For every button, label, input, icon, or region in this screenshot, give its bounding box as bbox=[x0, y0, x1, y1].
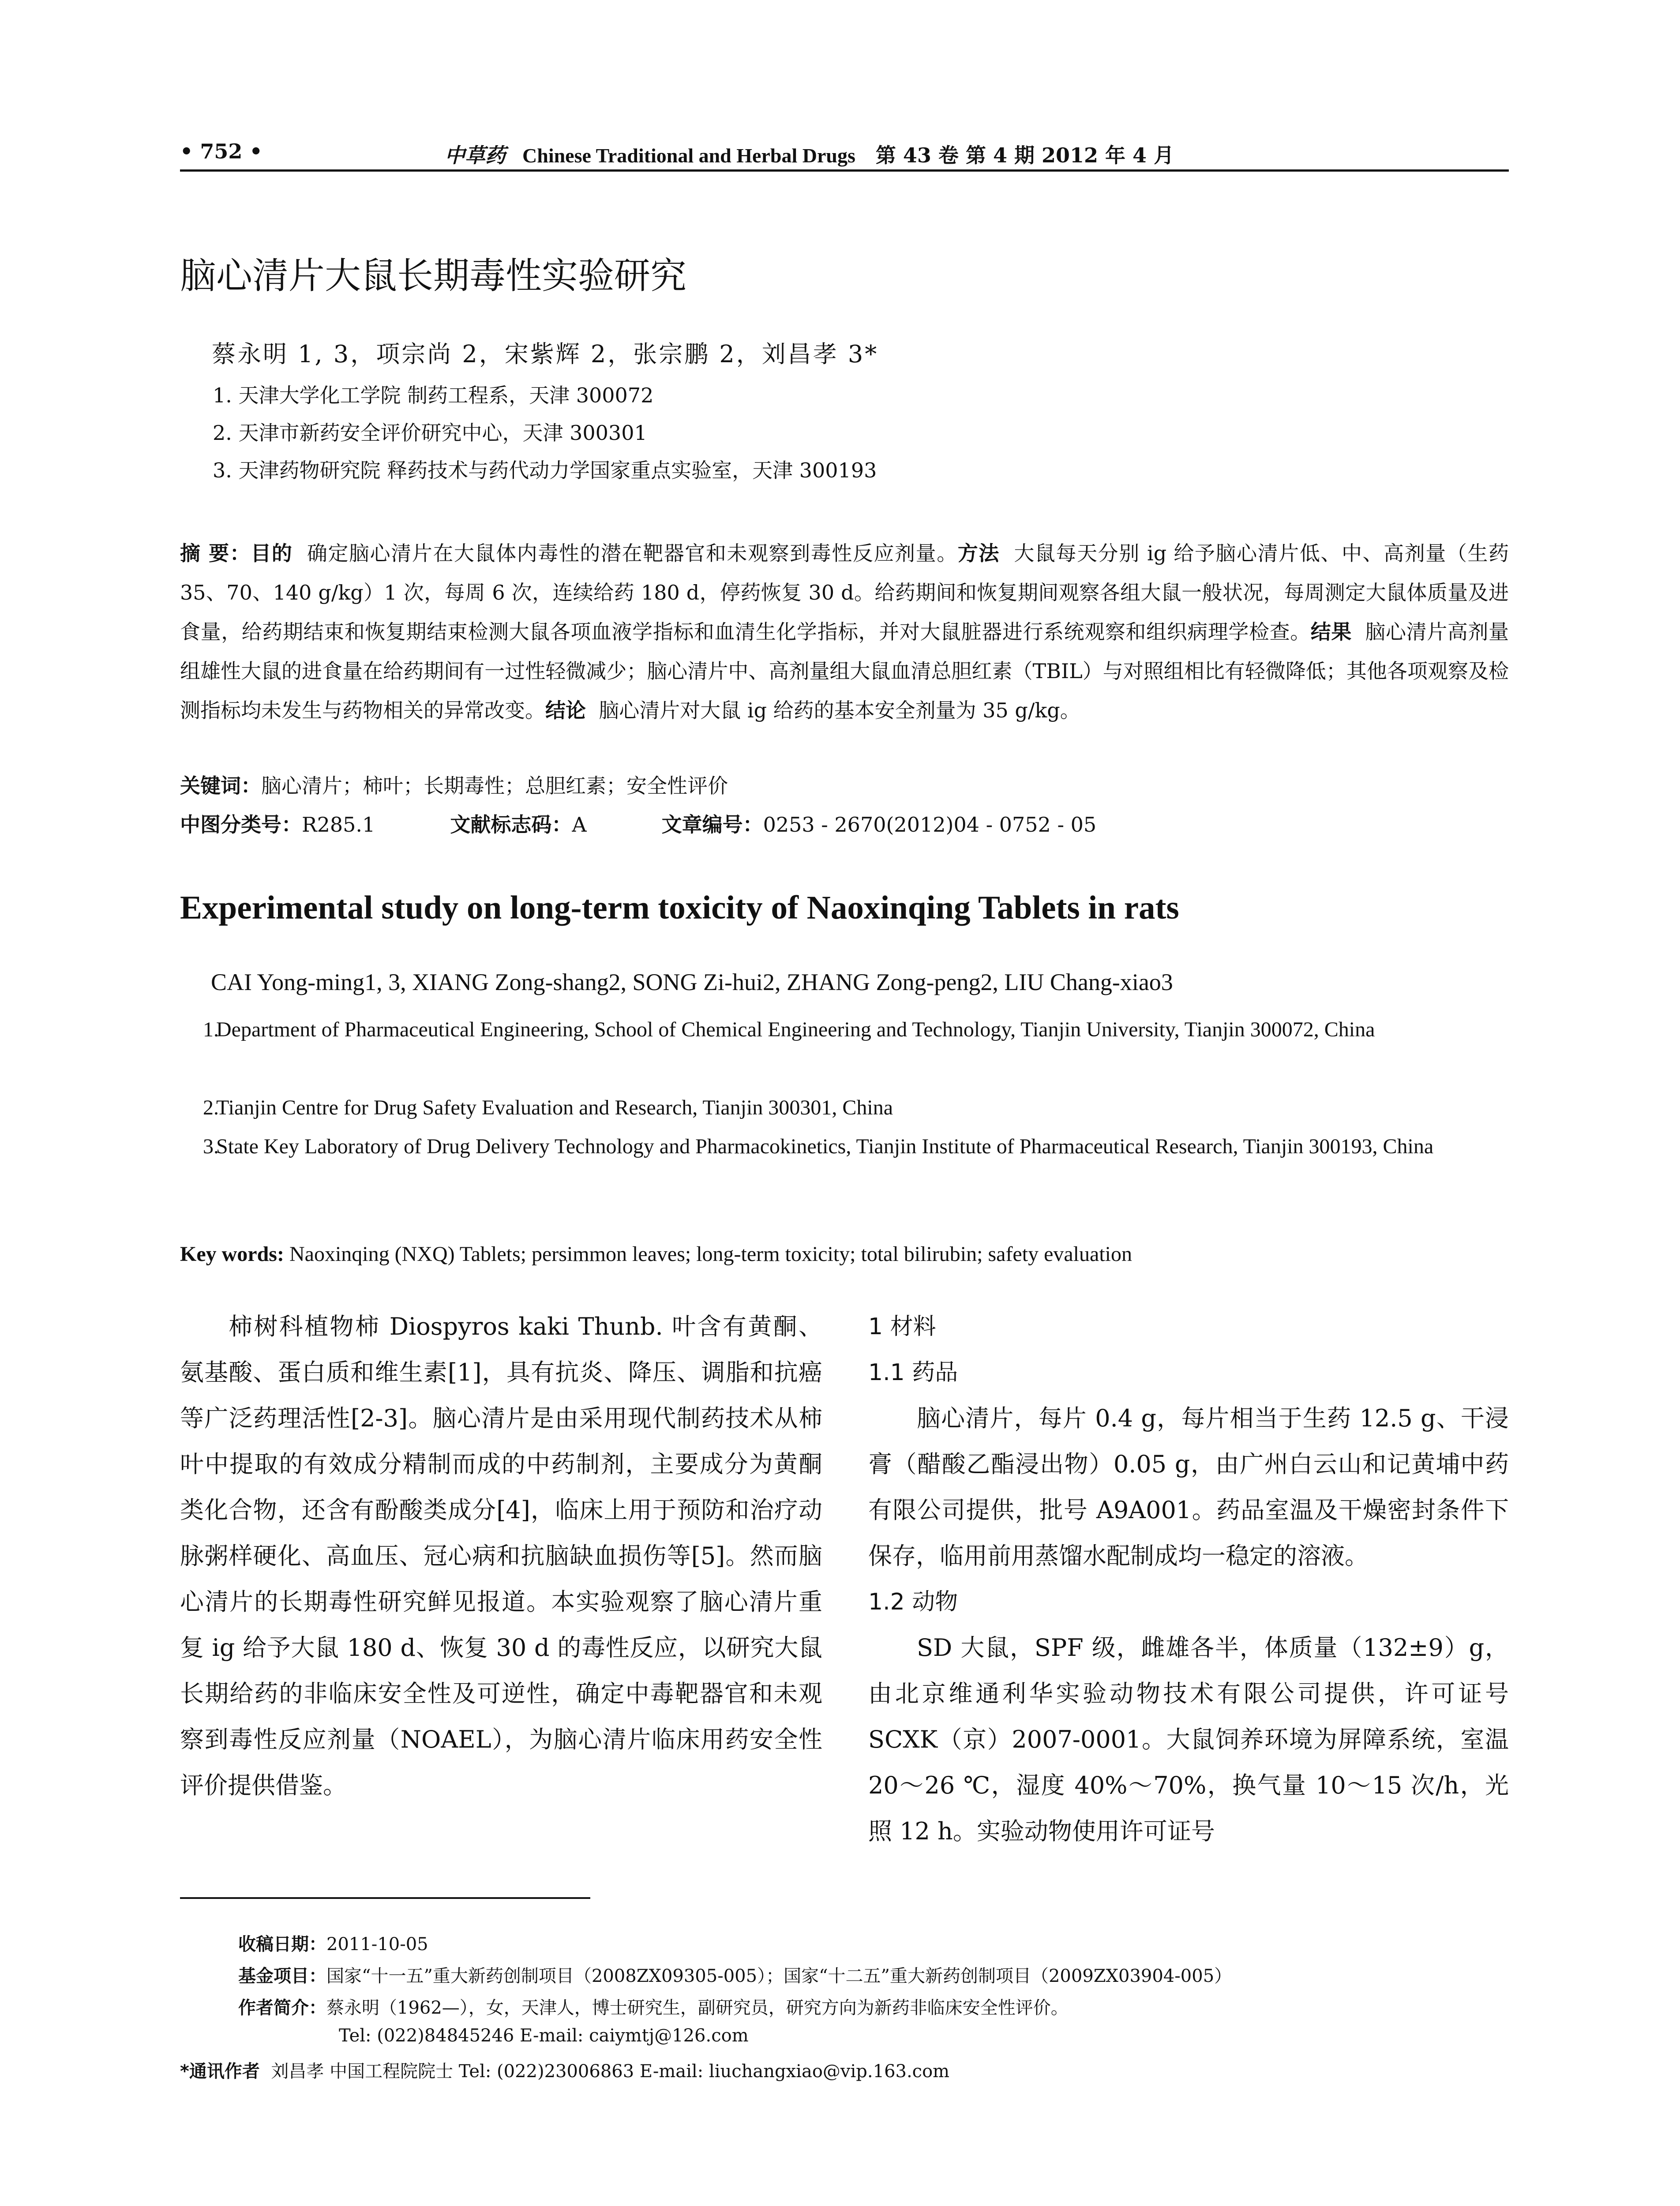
animal-paragraph: SD 大鼠，SPF 级，雌雄各半，体质量（132±9）g，由北京维通利华实验动物技术有限公司提供，许可证号 SCXK（京）2007-0001。大鼠饲养环境为屏障系统，室温 20～26 ℃，湿度 40%～70%，换气量 10～15 次/h，光照 12 h。实验动物使用许可证号 bbox=[868, 1634, 1509, 1845]
intro-paragraph: 柿树科植物柿 Diospyros kaki Thunb. 叶含有黄酮、氨基酸、蛋白质和维生素[1]，具有抗炎、降压、调脂和抗癌等广泛药理活性[2-3]。脑心清片是由采用现代制药技术从柿叶中提取的有效成分精制而成的中药制剂，主要成分为黄酮类化合物，还含有酚酸类成分[4]，临床上用于预防和治疗动脉粥样硬化、高血压、冠心病和抗脑缺血损伤等[5]。然而脑心清片的长期毒性研究鲜见报道。本实验观察了脑心清片重复 ig 给予大鼠 180 d、恢复 30 d 的毒性反应，以研究大鼠长期给药的非临床安全性及可逆性，确定中毒靶器官和未观察到毒性反应剂量（NOAEL），为脑心清片临床用药安全性评价提供借鉴。 bbox=[180, 1313, 822, 1799]
classification-cn bbox=[180, 809, 1096, 838]
clc-label: 中图分类号： bbox=[180, 813, 302, 837]
authors-en: CAI Yong-ming1, 3, XIANG Zong-shang2, SONG Zi-hui2, ZHANG Zong-peng2, LIU Chang-xiao3 bbox=[211, 969, 1173, 995]
abstract-cn bbox=[180, 534, 1509, 730]
doc-code-value: A bbox=[572, 813, 587, 837]
footnote-fund bbox=[238, 1962, 1232, 1987]
section-1-1-heading: 1.1 药品 bbox=[868, 1359, 958, 1386]
received-date: 2011-10-05 bbox=[326, 1934, 428, 1955]
page-number: • 752 • bbox=[180, 139, 262, 163]
section-1-2-heading: 1.2 动物 bbox=[868, 1589, 958, 1615]
drug-paragraph: 脑心清片，每片 0.4 g，每片相当于生药 12.5 g、干浸膏（醋酸乙酯浸出物）0.05 g，由广州白云山和记黄埔中药有限公司提供，批号 A9A001。药品室温及干燥密封条件下保存，临用前用蒸馏水配制成均一稳定的溶液。 bbox=[868, 1404, 1509, 1570]
authors-cn: 蔡永明 1, 3，项宗尚 2，宋紫辉 2，张宗鹏 2，刘昌孝 3* bbox=[212, 340, 879, 368]
keywords-en bbox=[180, 1242, 1132, 1266]
body-right-column bbox=[868, 1304, 1509, 1854]
footnote-bio bbox=[238, 1994, 1069, 2019]
journal-issue: 第 43 卷 第 4 期 2012 年 4 月 bbox=[875, 143, 1174, 167]
article-no-label: 文章编号： bbox=[661, 813, 763, 837]
affiliation-en-3-text: State Key Laboratory of Drug Delivery Technology and Pharmacokinetics, Tianjin Institute of Pharmaceutical Research, Tianjin 300193, China bbox=[216, 1135, 1434, 1158]
bio-text: 蔡永明（1962—），女，天津人，博士研究生，副研究员，研究方向为新药非临床安全性评价。 bbox=[326, 1998, 1069, 2018]
conclusion-label: 结论 bbox=[545, 698, 586, 722]
body-left-column bbox=[180, 1304, 822, 1808]
objective-label: 目的 bbox=[251, 541, 293, 565]
affiliation-cn-1: 1. 天津大学化工学院 制药工程系，天津 300072 bbox=[213, 383, 654, 407]
journal-name-en: Chinese Traditional and Herbal Drugs bbox=[522, 144, 855, 167]
footnote-contact: Tel: (022)84845246 E-mail: caiymtj@126.com bbox=[339, 2026, 749, 2046]
title-en: Experimental study on long-term toxicity of Naoxinqing Tablets in rats bbox=[180, 889, 1179, 926]
corresponding-label: *通讯作者 bbox=[180, 2061, 260, 2082]
affiliation-cn-3: 3. 天津药物研究院 释药技术与药代动力学国家重点实验室，天津 300193 bbox=[213, 458, 877, 482]
methods-label: 方法 bbox=[957, 541, 1000, 565]
footnote-corresponding bbox=[180, 2057, 949, 2082]
keywords-cn-text: 脑心清片；柿叶；长期毒性；总胆红素；安全性评价 bbox=[261, 774, 728, 798]
fund-label: 基金项目： bbox=[238, 1966, 326, 1986]
abstract-label: 摘 要： bbox=[180, 541, 251, 565]
affiliation-cn-2: 2. 天津市新药安全评价研究中心，天津 300301 bbox=[213, 421, 647, 445]
fund-text: 国家“十一五”重大新药创制项目（2008ZX09305-005）；国家“十二五”重大新药创制项目（2009ZX03904-005） bbox=[326, 1966, 1232, 1986]
affiliation-en-3 bbox=[203, 1127, 1509, 1166]
keywords-en-label: Key words: bbox=[180, 1242, 284, 1266]
journal-info bbox=[445, 139, 1174, 169]
affiliation-en-1 bbox=[203, 1010, 1509, 1049]
journal-name-cn: 中草药 bbox=[445, 143, 506, 167]
footnote-received bbox=[238, 1930, 428, 1955]
footnote-divider bbox=[180, 1897, 590, 1899]
affiliation-en-3-num: 3. bbox=[203, 1135, 219, 1158]
affiliation-en-2-text: Tianjin Centre for Drug Safety Evaluation and Research, Tianjin 300301, China bbox=[216, 1096, 893, 1119]
affiliation-en-1-text: Department of Pharmaceutical Engineering, School of Chemical Engineering and Technology, Tianjin University, Tianjin 300072, China bbox=[216, 1018, 1375, 1041]
results-text: 脑心清片高剂量组雄性大鼠的进食量在给药期间有一过性轻微减少；脑心清片中、高剂量组大鼠血清总胆红素（TBIL）与对照组相比有轻微降低；其他各项观察及检测指标均未发生与药物相关的异常改变。 bbox=[180, 620, 1509, 722]
affiliation-en-1-num: 1. bbox=[203, 1018, 219, 1041]
article-no-value: 0253 - 2670(2012)04 - 0752 - 05 bbox=[763, 813, 1097, 837]
keywords-cn bbox=[180, 770, 728, 799]
title-cn: 脑心清片大鼠长期毒性实验研究 bbox=[180, 255, 687, 297]
keywords-en-text: Naoxinqing (NXQ) Tablets; persimmon leaves; long-term toxicity; total bilirubin; safety evaluation bbox=[289, 1242, 1132, 1266]
bio-label: 作者简介： bbox=[238, 1998, 326, 2018]
section-1-heading: 1 材料 bbox=[868, 1313, 936, 1340]
conclusion-text: 脑心清片对大鼠 ig 给药的基本安全剂量为 35 g/kg。 bbox=[599, 698, 1080, 722]
doc-code-label: 文献标志码： bbox=[450, 813, 572, 837]
keywords-cn-label: 关键词： bbox=[180, 774, 261, 798]
affiliation-en-2-num: 2. bbox=[203, 1096, 219, 1119]
objective-text: 确定脑心清片在大鼠体内毒性的潜在靶器官和未观察到毒性反应剂量。 bbox=[307, 541, 958, 565]
clc-value: R285.1 bbox=[302, 813, 375, 837]
corresponding-text: 刘昌孝 中国工程院院士 Tel: (022)23006863 E-mail: liuchangxiao@vip.163.com bbox=[271, 2061, 950, 2082]
received-label: 收稿日期： bbox=[238, 1934, 326, 1955]
affiliation-en-2 bbox=[203, 1088, 1509, 1127]
methods-text: 大鼠每天分别 ig 给予脑心清片低、中、高剂量（生药 35、70、140 g/kg）1 次，每周 6 次，连续给药 180 d，停药恢复 30 d。给药期间和恢复期间观察各组大鼠一般状况，每周测定大鼠体质量及进食量，给药期结束和恢复期结束检测大鼠各项血液学指标和血清生化学指标，并对大鼠脏器进行系统观察和组织病理学检查。 bbox=[180, 541, 1509, 644]
running-header bbox=[180, 136, 1509, 172]
results-label: 结果 bbox=[1310, 620, 1352, 644]
